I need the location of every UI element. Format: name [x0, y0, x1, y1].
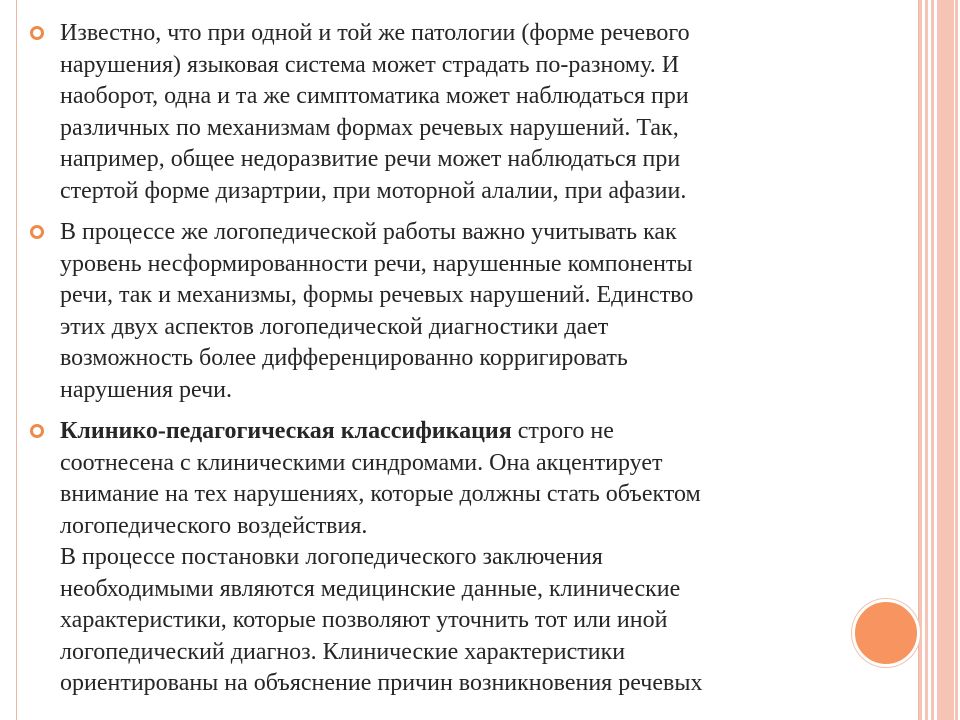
- ring-bullet-icon: [30, 26, 44, 40]
- text-line: В процессе постановки логопедического заключения: [60, 544, 603, 570]
- ring-bullet-icon: [30, 225, 44, 239]
- text-fragment: строго не: [511, 418, 614, 444]
- text-line: Известно, что при одной и той же патологии (форме речевого: [60, 20, 690, 46]
- decorative-stripes: [918, 0, 960, 720]
- decorative-stripe-band: [938, 0, 954, 720]
- text-line: этих двух аспектов логопедической диагностики дает: [60, 313, 609, 340]
- text-line: необходимыми являются медицинские данные, клинические: [60, 575, 681, 602]
- paragraph-3: [30, 416, 890, 700]
- text-line: соотнесена с клиническими синдромами. Она акцентирует: [60, 449, 663, 476]
- classification-term: Клинико-педагогическая классификация: [60, 418, 512, 444]
- text-line: характеристики, которые позволяют уточнить тот или иной: [60, 607, 668, 633]
- paragraph-2: [30, 217, 890, 406]
- text-line: нарушения) языковая система может страдать по-разному. И: [60, 51, 680, 78]
- text-line: ориентированы на объяснение причин возникновения речевых: [60, 670, 703, 696]
- text-line: логопедический диагноз. Клинические характеристики: [60, 638, 626, 665]
- text-line-first: [60, 416, 890, 448]
- slide-body: [30, 18, 890, 710]
- text-line: нарушения речи.: [60, 376, 233, 403]
- ring-bullet-icon: [30, 424, 44, 438]
- orange-circle-icon: [852, 599, 920, 667]
- paragraph-1: [30, 18, 890, 207]
- text-line: внимание на тех нарушениях, которые должны стать объектом: [60, 481, 701, 507]
- text-line: логопедического воздействия.: [60, 512, 368, 539]
- text-line: уровень несформированности речи, нарушенные компоненты: [60, 250, 693, 277]
- text-line: В процессе же логопедической работы важно учитывать как: [60, 219, 677, 245]
- text-line: различных по механизмам формах речевых нарушений. Так,: [60, 114, 679, 141]
- text-line: стертой форме дизартрии, при моторной алалии, при афазии.: [60, 177, 687, 204]
- text-line: наоборот, одна и та же симптоматика может наблюдаться при: [60, 83, 689, 109]
- text-line: речи, так и механизмы, формы речевых нарушений. Единство: [60, 282, 694, 308]
- text-line: возможность более дифференцированно корригировать: [60, 345, 628, 371]
- text-line: например, общее недоразвитие речи может наблюдаться при: [60, 146, 681, 172]
